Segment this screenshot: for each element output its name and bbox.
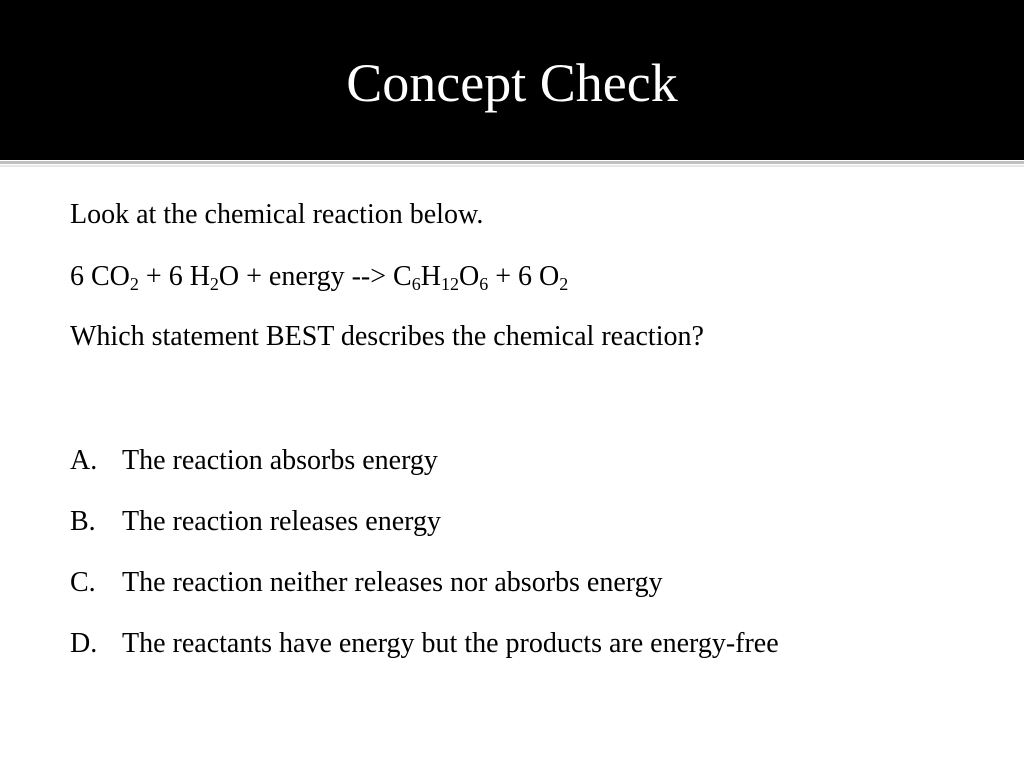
intro-text: Look at the chemical reaction below. xyxy=(70,199,484,230)
title-divider xyxy=(0,161,1024,164)
equation-subscript: 6 xyxy=(411,274,421,294)
option-letter: B. xyxy=(70,506,96,537)
answer-option-a xyxy=(70,444,438,478)
slide-title: Concept Check xyxy=(346,53,678,113)
option-text: The reaction neither releases nor absorbs energy xyxy=(122,567,663,598)
equation-part: 6 CO xyxy=(70,261,130,292)
title-bar xyxy=(0,0,1024,160)
equation-subscript: 2 xyxy=(129,274,139,294)
question-text: Which statement BEST describes the chemical reaction? xyxy=(70,321,704,352)
option-letter: C. xyxy=(70,567,96,598)
equation-part: + 6 H xyxy=(138,261,210,292)
answer-option-d xyxy=(70,627,779,661)
equation-subscript: 6 xyxy=(479,274,489,294)
equation-part: H xyxy=(420,261,441,292)
option-text: The reactants have energy but the products are energy-free xyxy=(122,628,779,659)
option-letter: A. xyxy=(70,445,98,476)
equation-part: O + energy --> C xyxy=(218,261,412,292)
equation-subscript: 2 xyxy=(559,274,569,294)
option-text: The reaction releases energy xyxy=(122,506,441,537)
equation-part: O xyxy=(458,261,480,292)
equation-subscript: 2 xyxy=(209,274,219,294)
option-letter: D. xyxy=(70,628,98,659)
title-divider-shadow xyxy=(0,165,1024,167)
option-text: The reaction absorbs energy xyxy=(122,445,438,476)
answer-option-c xyxy=(70,566,663,600)
equation-subscript: 12 xyxy=(440,274,459,294)
answer-option-b xyxy=(70,505,441,539)
equation-part: + 6 O xyxy=(488,261,560,292)
chemical-equation xyxy=(70,260,568,294)
